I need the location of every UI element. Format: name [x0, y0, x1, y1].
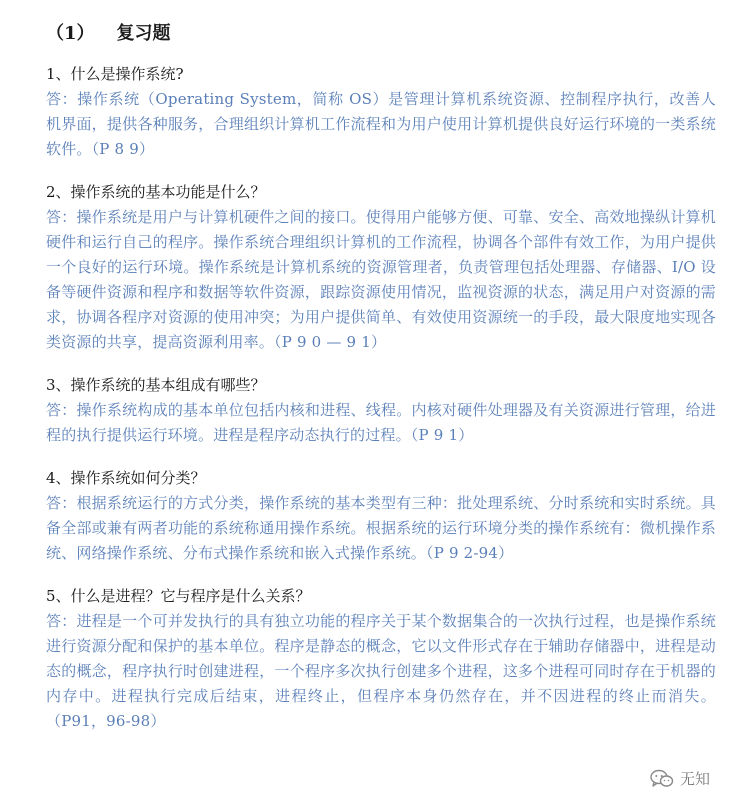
section-number: （1）: [46, 23, 95, 44]
question-text: 4、操作系统如何分类？: [46, 469, 206, 487]
answer-text: 答：进程是一个可并发执行的具有独立功能的程序关于某个数据集合的一次执行过程，也是操作系统进行资源分配和保护的基本单位。程序是静态的概念，它以文件形式存在于辅助存储器中，进程是动态的概念，程序执行时创建进程，一个程序多次执行创建多个进程，这多个进程可同时存在于机器的内存中。进程执行完成后结束，进程终止，但程序本身仍然存在，并不因进程的终止而消失。（P91，96-98）: [46, 612, 716, 730]
section-title: 复习题: [116, 23, 171, 44]
qa-item: [46, 373, 716, 448]
watermark: [650, 768, 710, 789]
section-heading: [46, 20, 716, 48]
answer-text: 答：操作系统构成的基本单位包括内核和进程、线程。内核对硬件处理器及有关资源进行管理，给进程的执行提供运行环境。进程是程序动态执行的过程。（P 9 1）: [46, 401, 716, 444]
answer-text: 答：操作系统（Operating System，简称 OS）是管理计算机系统资源、控制程序执行，改善人机界面，提供各种服务，合理组织计算机工作流程和为用户使用计算机提供良好运行环境的一类系统软件。（P 8 9）: [46, 90, 716, 158]
qa-item: [46, 180, 716, 355]
question-text: 5、什么是进程？它与程序是什么关系？: [46, 587, 311, 605]
answer-text: 答：根据系统运行的方式分类，操作系统的基本类型有三种：批处理系统、分时系统和实时系统。具备全部或兼有两者功能的系统称通用操作系统。根据系统的运行环境分类的操作系统有：微机操作系统、网络操作系统、分布式操作系统和嵌入式操作系统。（P 9 2-94）: [46, 494, 716, 562]
wechat-icon: [650, 769, 674, 789]
qa-item: [46, 584, 716, 734]
qa-item: [46, 466, 716, 566]
question-text: 3、操作系统的基本组成有哪些？: [46, 376, 266, 394]
question-text: 2、操作系统的基本功能是什么？: [46, 183, 266, 201]
qa-item: [46, 62, 716, 162]
question-text: 1、什么是操作系统?: [46, 65, 184, 83]
answer-text: 答：操作系统是用户与计算机硬件之间的接口。使得用户能够方便、可靠、安全、高效地操纵计算机硬件和运行自己的程序。操作系统合理组织计算机的工作流程，协调各个部件有效工作，为用户提供一个良好的运行环境。操作系统是计算机系统的资源管理者，负责管理包括处理器、存储器、I/O 设备等硬件资源和程序和数据等软件资源，跟踪资源使用情况，监视资源的状态，满足用户对资源的需求，协调各程序对资源的使用冲突；为用户提供简单、有效使用资源统一的手段，最大限度地实现各类资源的共享，提高资源利用率。（P 9 0 — 9 1）: [46, 208, 716, 351]
watermark-text: 无知: [679, 770, 710, 788]
